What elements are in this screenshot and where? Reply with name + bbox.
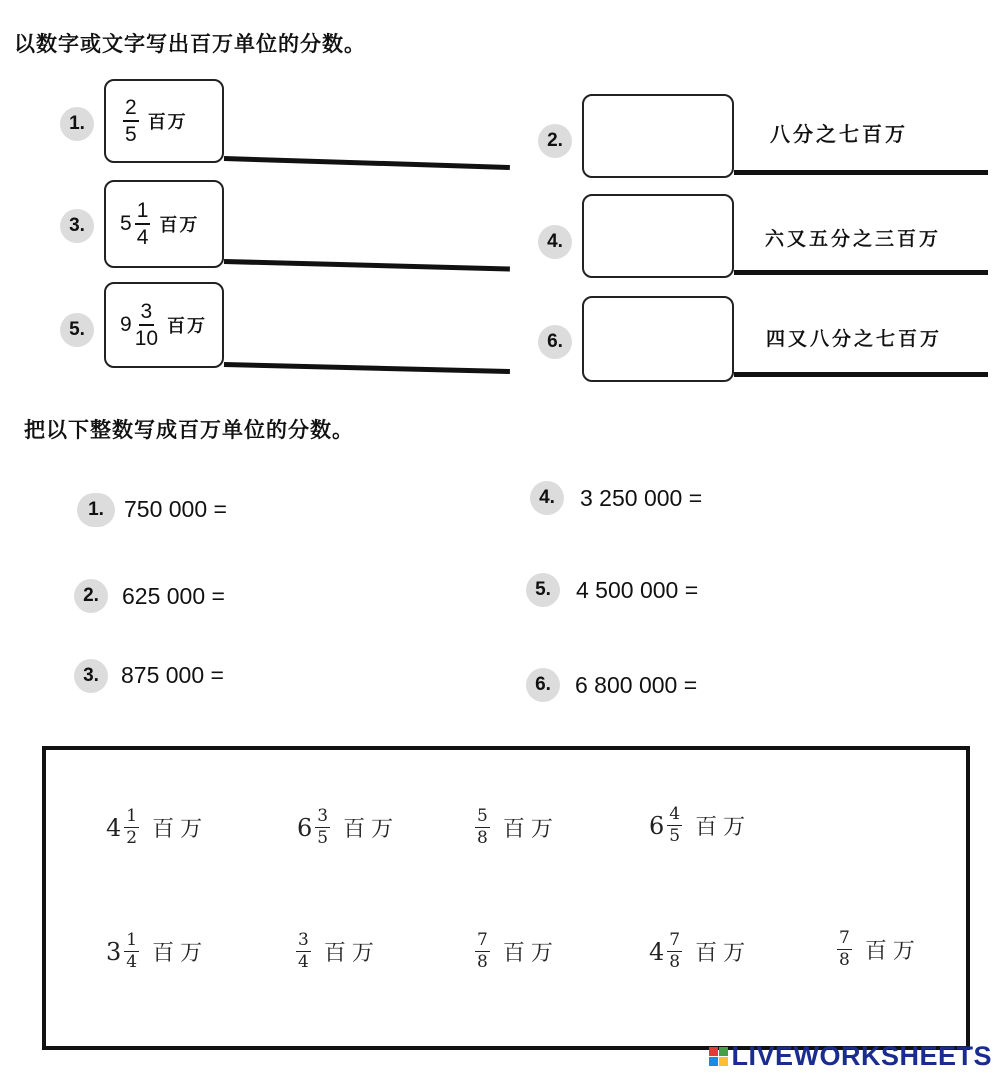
denominator: 8 (669, 952, 681, 972)
s2-answer-1[interactable] (250, 492, 470, 526)
answer-box-6[interactable] (582, 296, 734, 382)
unit-label: 百万 (695, 815, 752, 840)
badge-6: 6. (538, 325, 572, 359)
s2-expr-4: 3 250 000 = (580, 485, 703, 511)
bank-chip[interactable] (649, 932, 751, 971)
answer-line-5[interactable] (224, 362, 510, 374)
whole-part: 9 (120, 313, 132, 336)
denominator: 4 (298, 952, 309, 972)
logo-square (719, 1057, 728, 1066)
bank-chip[interactable] (297, 808, 399, 847)
answer-line-6 (734, 372, 988, 377)
badge-1: 1. (60, 107, 94, 141)
answer-bank (42, 746, 970, 1050)
logo-text: LIVEWORKSHEETS (731, 1041, 992, 1071)
denominator: 2 (126, 828, 138, 848)
bank-chip[interactable] (472, 808, 559, 847)
denominator: 4 (136, 226, 149, 249)
question-box-3 (104, 180, 224, 268)
bank-chip[interactable] (106, 932, 208, 971)
bank-chip[interactable] (834, 930, 921, 969)
s2-expr-2: 625 000 = (122, 583, 225, 609)
logo-mark-icon (709, 1047, 728, 1066)
s2-badge-3: 3. (74, 659, 108, 693)
s2-badge-6: 6. (526, 668, 560, 702)
fraction (296, 932, 311, 971)
badge-3: 3. (60, 209, 94, 243)
unit-label: 百万 (152, 817, 209, 842)
liveworksheets-logo (709, 1041, 992, 1072)
unit-label: 百万 (695, 941, 752, 966)
fraction (123, 97, 139, 145)
numerator: 7 (839, 928, 850, 948)
s2-answer-2[interactable] (245, 578, 465, 612)
unit-label: 百万 (323, 941, 380, 966)
denominator: 5 (125, 123, 137, 146)
unit-label: 百万 (343, 817, 400, 842)
denominator: 5 (317, 828, 329, 848)
numerator: 3 (139, 301, 155, 326)
whole-part: 4 (106, 813, 122, 842)
denominator: 5 (669, 826, 681, 846)
denominator: 8 (839, 950, 850, 970)
logo-square (709, 1057, 718, 1066)
numerator: 7 (477, 930, 488, 950)
numerator: 3 (317, 806, 329, 826)
whole-part: 3 (106, 937, 122, 966)
numerator: 5 (477, 806, 488, 826)
bank-chip[interactable] (293, 932, 380, 971)
question-box-5 (104, 282, 224, 368)
question-box-1 (104, 79, 224, 163)
answer-box-4[interactable] (582, 194, 734, 278)
s2-badge-2: 2. (74, 579, 108, 613)
s2-answer-6[interactable] (720, 666, 960, 700)
s2-badge-1: 1. (77, 493, 115, 527)
numerator: 4 (669, 804, 681, 824)
s2-expr-5: 4 500 000 = (576, 577, 699, 603)
whole-part: 4 (649, 937, 665, 966)
s2-badge-5: 5. (526, 573, 560, 607)
fraction (135, 200, 151, 248)
whole-part: 5 (120, 212, 132, 235)
s2-expr-3: 875 000 = (121, 662, 224, 688)
answer-box-2[interactable] (582, 94, 734, 178)
numerator: 1 (126, 930, 138, 950)
s2-answer-3[interactable] (245, 656, 465, 690)
numerator: 1 (135, 200, 151, 225)
denominator: 8 (477, 952, 488, 972)
s2-expr-1: 750 000 = (124, 496, 227, 522)
s2-expr-6: 6 800 000 = (575, 672, 698, 698)
numerator: 2 (123, 97, 139, 122)
word-label-6: 四又八分之七百万 (766, 328, 943, 350)
unit-label: 百万 (159, 215, 200, 235)
s2-answer-5[interactable] (720, 572, 960, 606)
numerator: 1 (126, 806, 138, 826)
fraction (135, 301, 158, 349)
section-2-heading: 把以下整数写成百万单位的分数。 (24, 418, 354, 442)
denominator: 4 (126, 952, 138, 972)
fraction (837, 930, 852, 969)
fraction (667, 932, 682, 971)
badge-2: 2. (538, 124, 572, 158)
whole-part: 6 (297, 813, 313, 842)
s2-answer-4[interactable] (725, 480, 965, 514)
badge-5: 5. (60, 313, 94, 347)
answer-line-2 (734, 170, 988, 175)
whole-part: 6 (649, 811, 665, 840)
fraction (315, 808, 330, 847)
s2-badge-4: 4. (530, 481, 564, 515)
answer-line-1[interactable] (224, 156, 510, 170)
numerator: 7 (669, 930, 681, 950)
bank-chip[interactable] (472, 932, 559, 971)
unit-label: 百万 (502, 941, 559, 966)
word-label-4: 六又五分之三百万 (765, 228, 942, 250)
fraction (124, 932, 139, 971)
answer-line-4 (734, 270, 988, 275)
numerator: 3 (298, 930, 309, 950)
logo-square (719, 1047, 728, 1056)
word-label-2: 八分之七百万 (770, 122, 908, 146)
fraction (475, 808, 490, 847)
fraction (124, 808, 139, 847)
answer-line-3[interactable] (224, 259, 510, 271)
denominator: 8 (477, 828, 488, 848)
fraction (667, 806, 682, 845)
badge-4: 4. (538, 225, 572, 259)
unit-label: 百万 (167, 316, 208, 336)
unit-label: 百万 (502, 817, 559, 842)
bank-chip[interactable] (106, 808, 208, 847)
logo-square (709, 1047, 718, 1056)
denominator: 10 (134, 327, 159, 350)
bank-chip[interactable] (649, 806, 751, 845)
fraction (475, 932, 490, 971)
unit-label: 百万 (152, 941, 209, 966)
unit-label: 百万 (147, 112, 188, 132)
unit-label: 百万 (864, 939, 921, 964)
section-1-heading: 以数字或文字写出百万单位的分数。 (14, 32, 366, 56)
